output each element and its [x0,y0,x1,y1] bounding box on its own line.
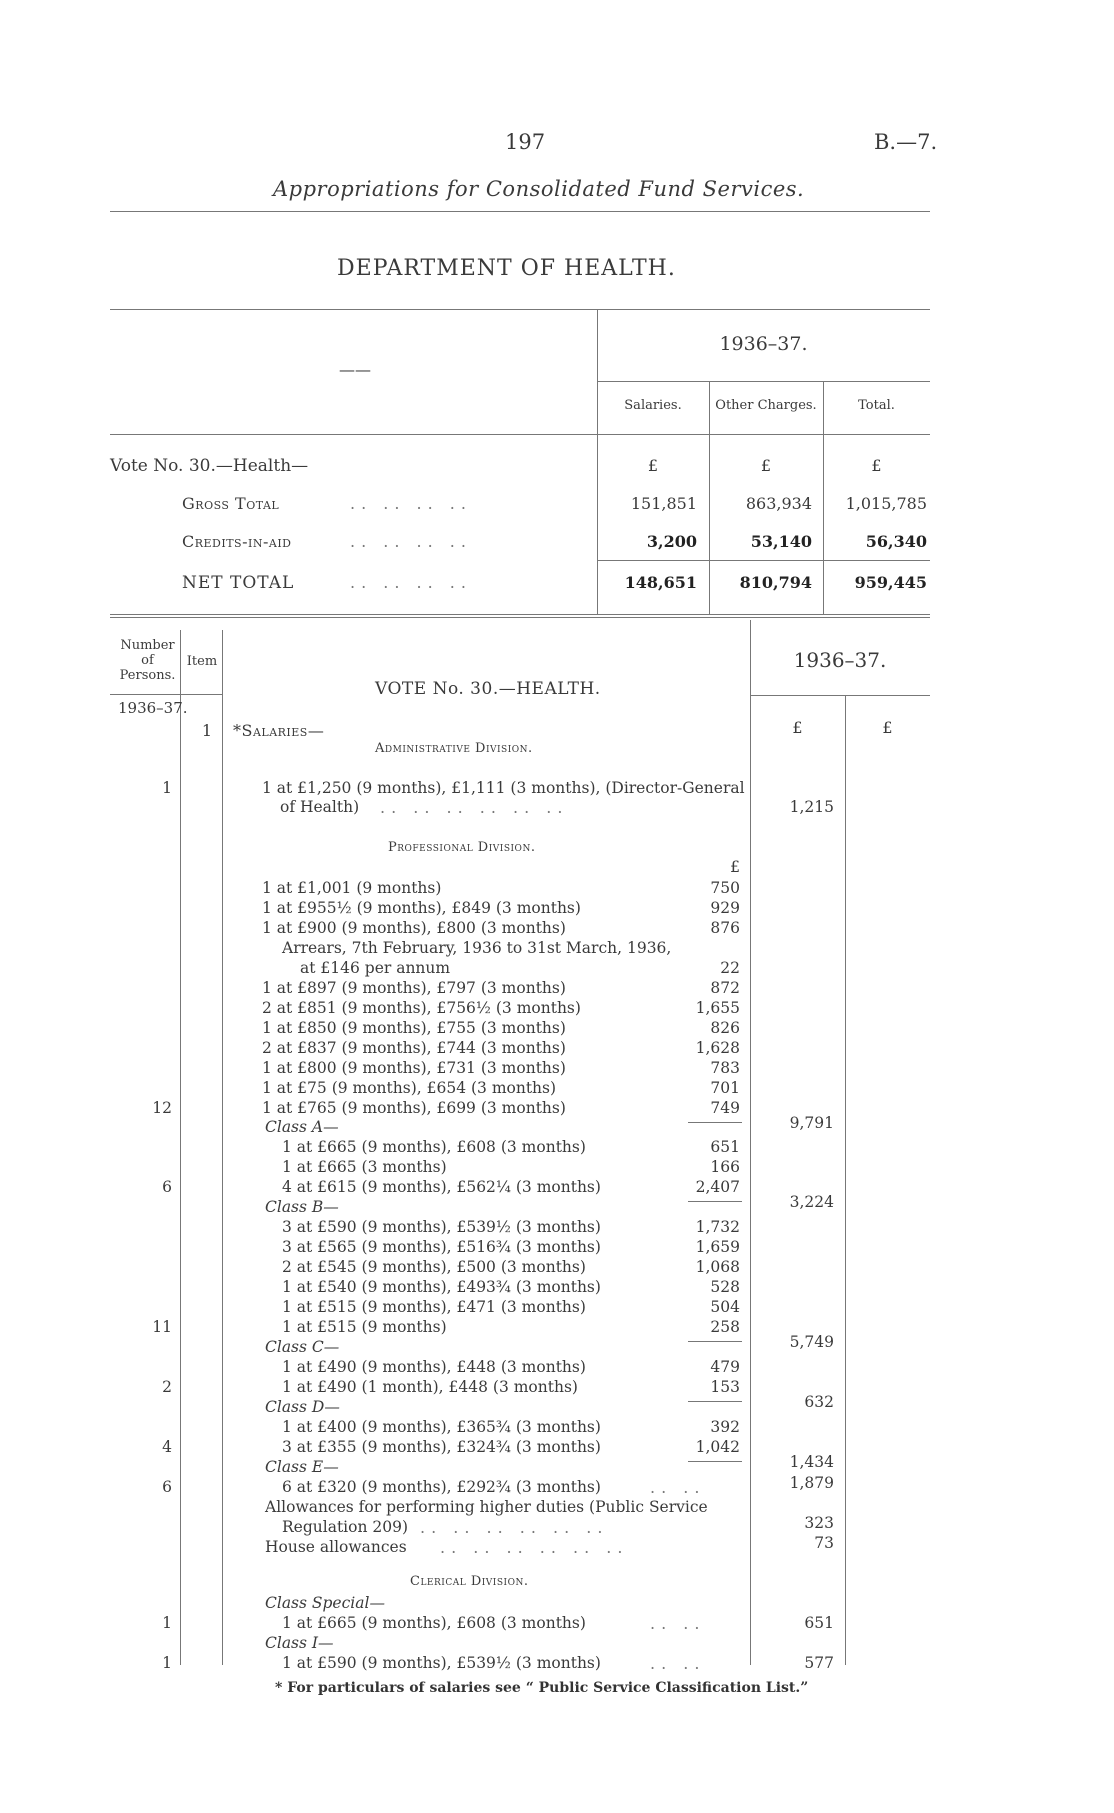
vote-label: Vote No. 30.—Health— [110,456,309,476]
house-allowances-amount: 73 [814,1534,834,1552]
list-item: 1 at £515 (9 months) [282,1318,447,1336]
list-item: 3 at £565 (9 months), £516¾ (3 months) [282,1238,601,1256]
summary-top-rule [110,309,930,310]
list-item: 4 at £615 (9 months), £562¼ (3 months) [282,1178,601,1196]
professional-persons: 12 [152,1099,172,1117]
list-item: 1 at £665 (3 months) [282,1158,447,1176]
col-other-charges: Other Charges. [715,398,817,413]
class-special-persons: 1 [162,1614,172,1632]
class-e-persons: 6 [162,1478,172,1496]
persons-column-rule [180,630,181,1665]
list-item: 1 at £765 (9 months), £699 (3 months) [262,1099,566,1117]
class-b-total: 5,749 [789,1333,834,1351]
department-title: DEPARTMENT OF HEALTH. [337,256,676,281]
list-item: 1 at £1,001 (9 months) [262,879,442,897]
class-e-total: 1,879 [789,1474,834,1492]
administrative-division-heading: Administrative Division. [375,741,533,756]
class-i-amount: 577 [804,1654,834,1672]
class-a-persons: 6 [162,1178,172,1196]
class-i-heading: Class I— [265,1634,334,1652]
list-item: 1 at £540 (9 months), £493¾ (3 months) [282,1278,601,1296]
professional-division-heading: Professional Division. [388,840,536,855]
document-reference: B.—7. [874,130,938,154]
col-total: Total. [858,398,895,413]
director-general-line: 1 at £1,250 (9 months), £1,111 (3 months), (Director-General [262,779,745,797]
class-c-heading: Class C— [265,1338,340,1356]
summary-year: 1936–37. [719,333,808,355]
amount-column-rule [750,620,751,1665]
persons-year: 1936–37. [118,699,188,717]
class-c-total: 632 [804,1393,834,1411]
list-item: 2 at £851 (9 months), £756½ (3 months) [262,999,581,1017]
allowances-amount: 323 [804,1514,834,1532]
list-item: at £146 per annum [300,959,451,977]
class-special-heading: Class Special— [265,1594,385,1612]
class-b-persons: 11 [152,1318,172,1336]
detail-year: 1936–37. [793,648,887,672]
director-general-amount: 1,215 [789,798,834,816]
class-d-heading: Class D— [265,1398,340,1416]
allowances-line: Allowances for performing higher duties (Public Service [265,1498,708,1516]
clerical-division-heading: Clerical Division. [410,1574,529,1589]
list-item: 1 at £900 (9 months), £800 (3 months) [262,919,566,937]
footnote: * For particulars of salaries see “ Public Service Classification List.” [275,1680,809,1696]
list-item: 2 at £837 (9 months), £744 (3 months) [262,1039,566,1057]
list-item: 6 at £320 (9 months), £292¾ (3 months) [282,1478,601,1496]
page-subtitle: Appropriations for Consolidated Fund Services. [273,177,805,201]
list-item: 1 at £515 (9 months), £471 (3 months) [282,1298,586,1316]
class-a-total: 3,224 [789,1193,834,1211]
vote-title: VOTE No. 30.—HEALTH. [375,679,601,699]
professional-total: 9,791 [789,1114,834,1132]
header-rule [110,211,930,212]
class-d-total: 1,434 [789,1453,834,1471]
list-item: 2 at £545 (9 months), £500 (3 months) [282,1258,586,1276]
list-item: 1 at £590 (9 months), £539½ (3 months) [282,1654,601,1672]
class-b-heading: Class B— [265,1198,339,1216]
class-e-heading: Class E— [265,1458,339,1476]
list-item: 3 at £355 (9 months), £324¾ (3 months) [282,1438,601,1456]
list-item: 1 at £850 (9 months), £755 (3 months) [262,1019,566,1037]
class-c-persons: 2 [162,1378,172,1396]
page-number: 197 [505,130,546,154]
salaries-heading: *Salaries— [233,721,325,740]
list-item: 1 at £800 (9 months), £731 (3 months) [262,1059,566,1077]
list-item: 1 at £490 (9 months), £448 (3 months) [282,1358,586,1376]
col-item: Item [186,654,218,669]
list-item: 1 at £955½ (9 months), £849 (3 months) [262,899,581,917]
list-item: 1 at £75 (9 months), £654 (3 months) [262,1079,557,1097]
stub-dash: —— [339,360,371,379]
item-column-rule [222,630,223,1665]
list-item: 1 at £490 (1 month), £448 (3 months) [282,1378,578,1396]
list-item: 1 at £897 (9 months), £797 (3 months) [262,979,566,997]
list-item: 1 at £665 (9 months), £608 (3 months) [282,1614,586,1632]
class-i-persons: 1 [162,1654,172,1672]
list-item: 1 at £400 (9 months), £365¾ (3 months) [282,1418,601,1436]
item-number: 1 [201,721,212,740]
class-d-persons: 4 [162,1438,172,1456]
class-a-heading: Class A— [265,1118,339,1136]
house-allowances-line: House allowances [265,1538,407,1556]
list-item: Arrears, 7th February, 1936 to 31st March, 1936, [282,939,672,957]
class-special-amount: 651 [804,1614,834,1632]
col-salaries: Salaries. [624,398,682,413]
list-item: 3 at £590 (9 months), £539½ (3 months) [282,1218,601,1236]
col-number-of-persons: Number of Persons. [119,638,176,683]
list-item: 1 at £665 (9 months), £608 (3 months) [282,1138,586,1156]
